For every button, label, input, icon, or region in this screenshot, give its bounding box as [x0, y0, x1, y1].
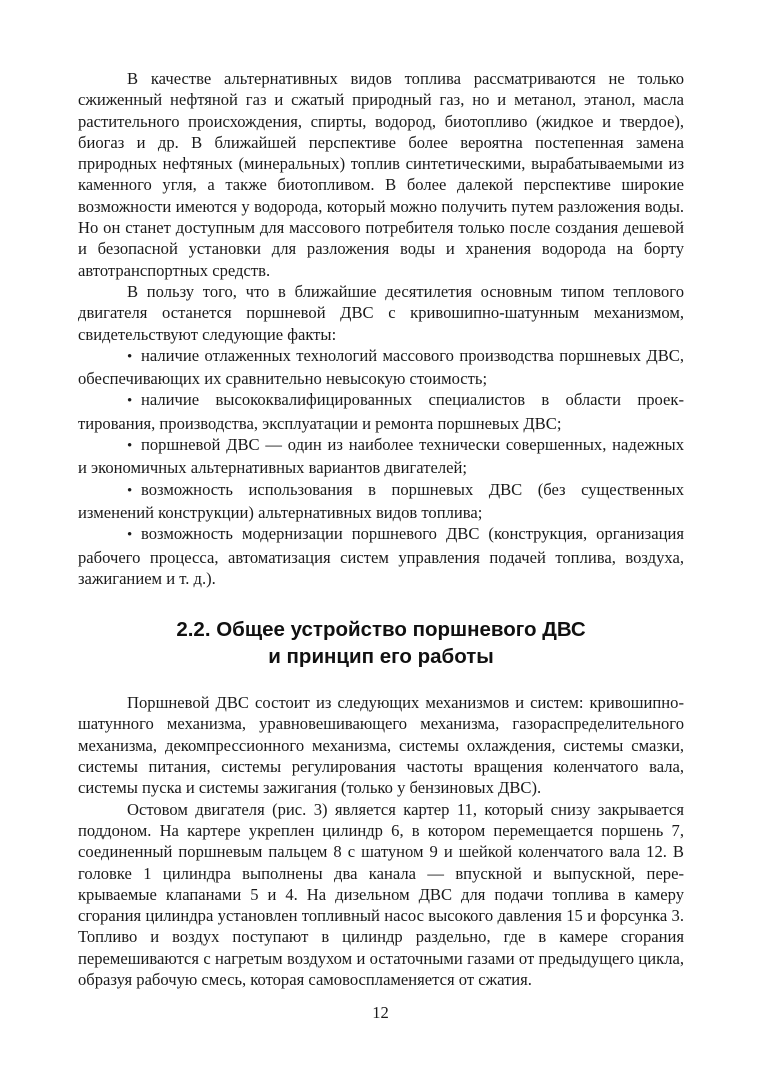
intro-paragraph-1: В качестве альтернативных видов топлива рассматриваются не только сжиженный нефтяной газ и сжатый природный газ, но и метанол, этанол, масла растительного происхождения, спирты, водород, биотопливо (жидкое и твердое), биогаз и др. В ближайшей перспективе более вероятна постепенная замена природных нефтяных (минеральных) топлив синтетическими, вырабатываемыми из каменного угля, а также биотопливом. В более далекой перспективе широкие возможности имеются у водорода, который можно получить путем разложения воды. Но он станет доступным для массового потребителя только после создания дешевой и безопасной установки для разложения воды и хранения водорода на борту автотранспортных средств.: [78, 69, 684, 280]
intro-paragraph-2: В пользу того, что в ближайшие десятилетия основным типом теплового двигателя останется поршневой ДВС с кривошипно-шатунным механизмом, свидетельствуют следующие факты:: [78, 281, 684, 344]
list-item: [78, 479, 684, 524]
document-page: [78, 68, 684, 990]
list-item-text: наличие высококвалифицированных специалистов в области проектирования, производства, эксплуатации и ремонта поршневых ДВС;: [78, 390, 684, 433]
bullet-marker: •: [127, 527, 133, 544]
list-item-text: возможность использования в поршневых ДВС (без существенных изменений конструкции) альтернативных видов топлива;: [78, 479, 684, 522]
list-item: [78, 434, 684, 479]
page-number: 12: [372, 1003, 389, 1022]
section-paragraph-2: Остовом двигателя (рис. 3) является картер 11, который снизу закрывается поддоном. На картере укреплен цилиндр 6, в котором перемещается поршень 7, соединенный поршневым пальцем 8 с шатуном 9 и шейкой коленчатого вала 12. В головке 1 цилиндра выполнены два канала — впускной и выпускной, перекрываемые клапанами 5 и 4. На дизельном ДВС для подачи топлива в камеру сгорания цилиндра установлен топливный насос высокого давления 15 и форсунка 3. Топливо и воздух поступают в цилиндр раздельно, где в камере сгорания перемешиваются с нагретым воздухом и остаточными газами от предыдущего цикла, образуя рабочую смесь, которая самовоспламеняется от сжатия.: [78, 799, 684, 989]
list-item-text: поршневой ДВС — один из наиболее технически совершенных, надежных и экономичных альтернативных вариантов двигателей;: [78, 435, 684, 478]
list-item: [78, 345, 684, 390]
bullet-marker: •: [127, 438, 133, 455]
section-heading: [78, 616, 684, 670]
list-item: [78, 523, 684, 589]
facts-bullet-list: [78, 345, 684, 589]
list-item: [78, 389, 684, 434]
bullet-marker: •: [127, 348, 133, 365]
list-item-text: наличие отлаженных технологий массового производства поршневых ДВС, обеспечивающих их сравнительно невысокую стоимость;: [78, 345, 684, 389]
list-item-text: возможность модернизации поршневого ДВС (конструкция, организация рабочего процесса, автоматизация систем управления подачей топлива, воздуха, зажиганием и т. д.).: [78, 524, 684, 588]
bullet-marker: •: [127, 482, 133, 499]
bullet-marker: •: [127, 393, 133, 410]
section-heading-line-2: и принцип его работы: [268, 645, 494, 669]
section-paragraph-1: Поршневой ДВС состоит из следующих механизмов и систем: кривошипно-шатунного механизма, уравновешивающего механизма, газораспределительного механизма, декомпрессионного механизма, системы охлаждения, системы смазки, системы питания, системы регулирования частоты вращения коленчатого вала, системы пуска и системы зажигания (только у бензиновых ДВС).: [78, 693, 684, 798]
section-heading-line-1: 2.2. Общее устройство поршневого ДВС: [176, 618, 586, 642]
